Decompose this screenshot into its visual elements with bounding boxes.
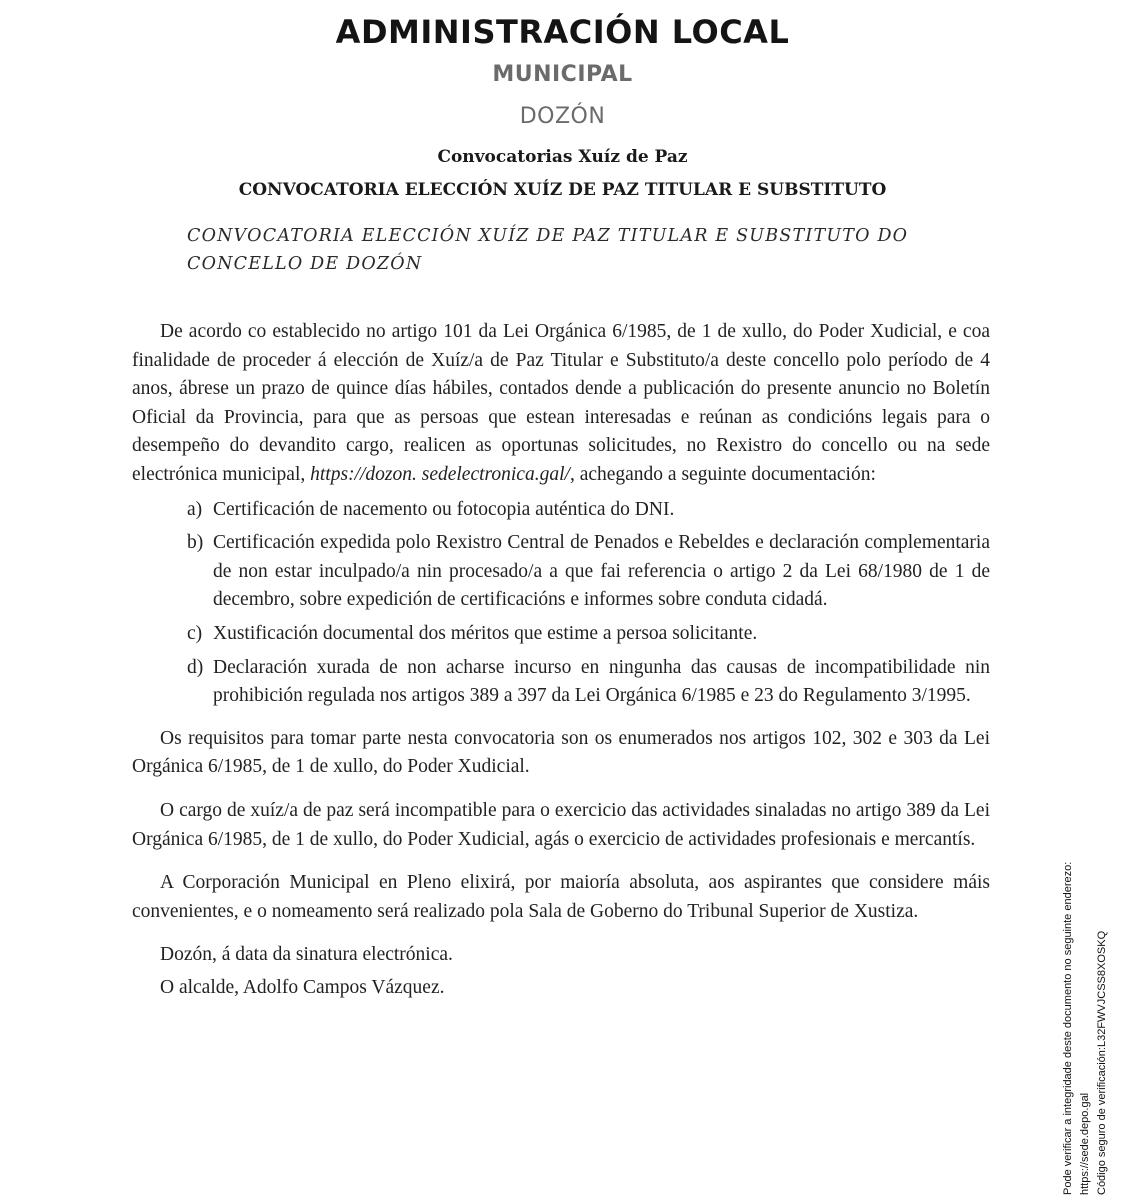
intro-text-end: , achegando a seguinte documentación: xyxy=(569,463,876,485)
incompatibility-paragraph: O cargo de xuíz/a de paz será incompatible para o exercicio das actividades sinaladas no artigo 389 da Lei Orgánica 6/1985, de 1 de xullo, do Poder Xudicial, agás o exercicio de actividades profesionais e mercantís. xyxy=(132,799,990,850)
announcement-body xyxy=(132,318,990,1006)
verification-note xyxy=(1060,850,1120,1200)
list-item-text: Xustificación documental dos méritos que estime a persoa solicitante. xyxy=(213,622,758,644)
list-marker: c) xyxy=(187,622,203,644)
municipality-heading: DOZÓN xyxy=(519,104,606,129)
list-item-text: Declaración xurada de non acharse incurso en ningunha das causas de incompatibilidade nin prohibición regulada nos artigos 389 a 397 da Lei Orgánica 6/1985 e 23 do Regulamento 3/1995. xyxy=(213,656,990,707)
verification-url[interactable]: https://sede.depo.gal xyxy=(1079,1092,1091,1195)
announcement-title: CONVOCATORIA ELECCIÓN XUÍZ DE PAZ TITULAR E SUBSTITUTO xyxy=(238,180,887,200)
election-paragraph: A Corporación Municipal en Pleno elixirá, por maioría absoluta, aos aspirantes que considere máis convenientes, e o nomeamento será realizado pola Sala de Goberno do Tribunal Superior de Xustiza. xyxy=(132,872,990,922)
list-marker: a) xyxy=(187,498,203,520)
intro-text: De acordo co establecido no artigo 101 da Lei Orgánica 6/1985, de 1 de xullo, do Poder Xudicial, e coa finalidade de proceder á elección de Xuíz/a de Paz Titular e Substituto/a deste concello polo período de 4 anos, ábrese un prazo de quince días hábiles, contados dende a publicación do presente anuncio no Boletín Oficial da Provincia, para que as persoas que estean interesadas e reúnan as condicións legais para o desempeño do devandito cargo, realicen as oportunas solicitudes, no Rexistro do concello ou na sede electrónica municipal, xyxy=(132,321,990,485)
documents-list xyxy=(132,496,990,711)
sede-electronica-url: https://dozon. sedelectronica.gal/ xyxy=(310,463,570,485)
verification-text xyxy=(1060,850,1111,1195)
list-marker: b) xyxy=(187,532,204,554)
section-heading: ADMINISTRACIÓN LOCAL xyxy=(335,13,790,51)
intro-paragraph xyxy=(132,318,990,490)
list-marker: d) xyxy=(187,656,204,678)
signatory: O alcalde, Adolfo Campos Vázquez. xyxy=(160,976,445,998)
place-date: Dozón, á data da sinatura electrónica. xyxy=(160,944,453,966)
requirements-paragraph: Os requisitos para tomar parte nesta convocatoria son os enumerados nos artigos 102, 302 e 303 da Lei Orgánica 6/1985, de 1 de xullo, do Poder Xudicial. xyxy=(132,727,990,778)
list-item xyxy=(132,496,990,525)
announcement-category: Convocatorias Xuíz de Paz xyxy=(437,147,688,167)
list-item xyxy=(132,620,990,649)
announcement-subtitle: CONVOCATORIA ELECCIÓN XUÍZ DE PAZ TITULAR E SUBSTITUTO DO CONCELLO DE DOZÓN xyxy=(187,226,909,274)
verification-code: Código seguro de verificación:L32FWVJCSS8XOSKQ xyxy=(1096,930,1108,1195)
closing-block xyxy=(132,941,990,1002)
list-item-text: Certificación de nacemento ou fotocopia auténtica do DNI. xyxy=(213,498,675,520)
list-item-text: Certificación expedida polo Rexistro Central de Penados e Rebeldes e declaración complementaria de non estar inculpado/a nin procesado/a a que fai referencia o artigo 2 da Lei 68/1980 de 1 de decembro, sobre expedición de certificacións e informes sobre conduta cidadá. xyxy=(213,532,990,611)
verification-line: Pode verificar a integridade deste documento no seguinte enderezo: xyxy=(1062,861,1074,1195)
subsection-heading: MUNICIPAL xyxy=(492,62,633,87)
list-item xyxy=(132,654,990,711)
list-item xyxy=(132,529,990,615)
